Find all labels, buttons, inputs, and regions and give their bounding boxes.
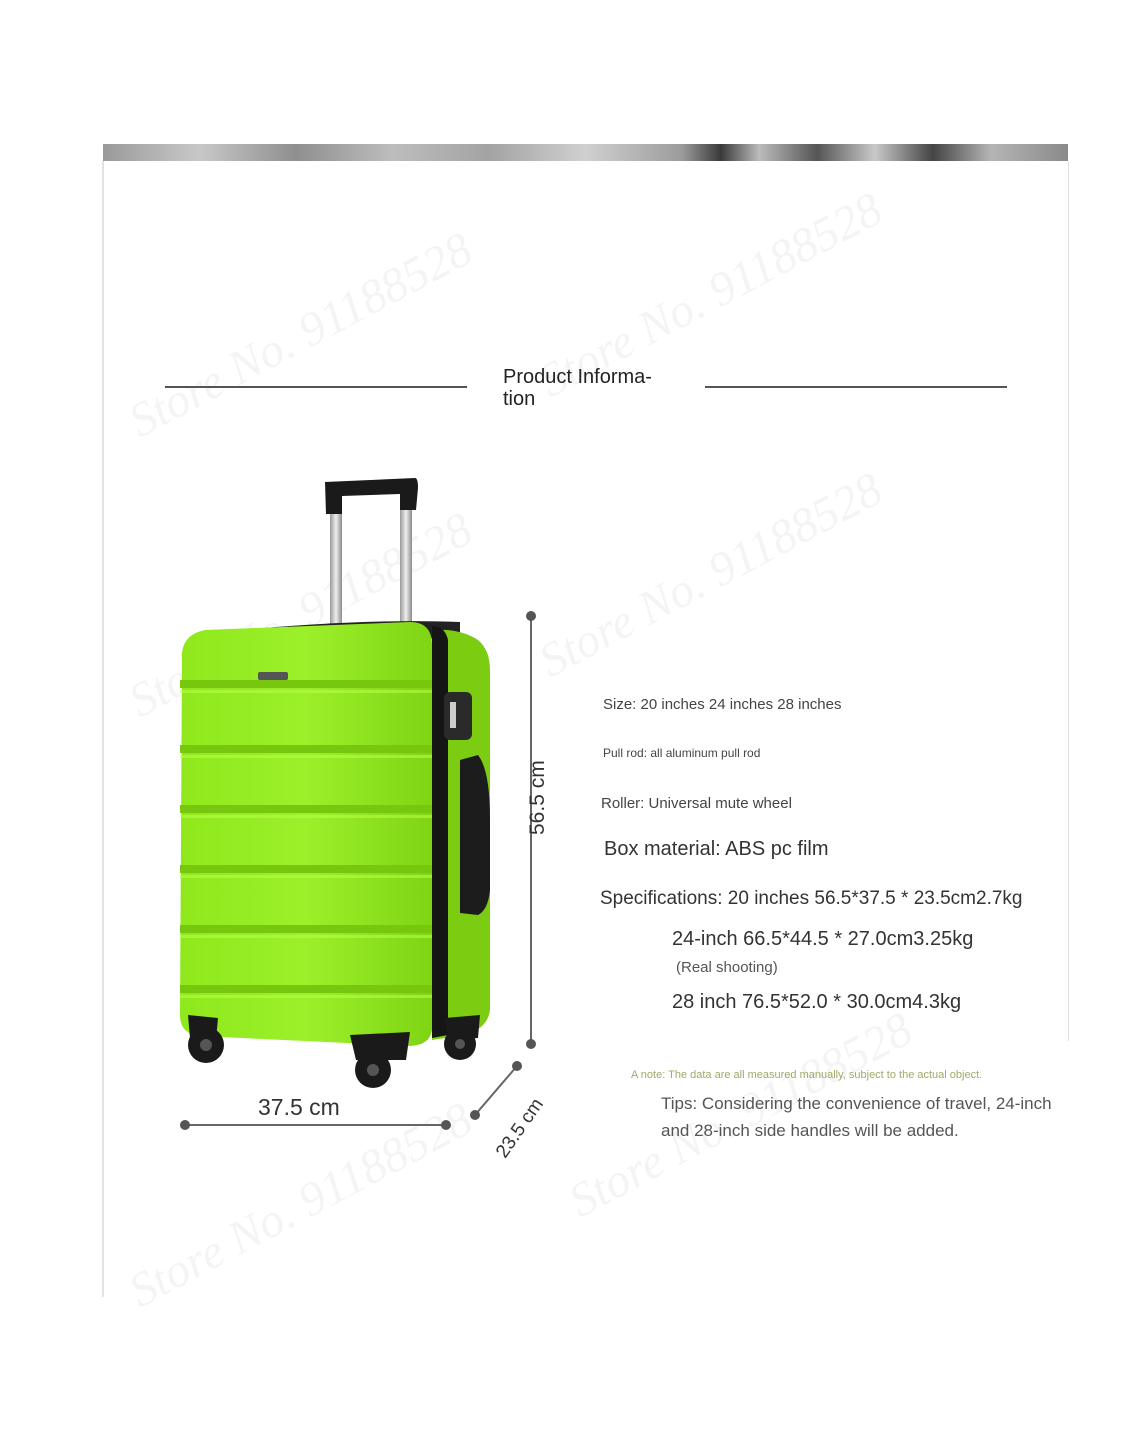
depth-dimension-label: 23.5 cm <box>492 1094 548 1163</box>
watermark <box>120 222 481 449</box>
dimension-lines <box>170 600 550 1140</box>
spec-24-inch: 24-inch 66.5*44.5 * 27.0cm3.25kg <box>672 928 974 950</box>
height-dimension-label: 56.5 cm <box>526 760 549 835</box>
tips-text: Tips: Considering the convenience of travel, 24-inch and 28-inch side handles will be added. <box>661 1094 1052 1140</box>
title-rule-left <box>165 386 467 388</box>
spec-roller: Roller: Universal mute wheel <box>601 795 792 812</box>
top-banner-strip <box>103 144 1068 161</box>
title-rule-right <box>705 386 1007 388</box>
frame-left-border <box>102 161 104 1297</box>
watermark <box>530 462 891 689</box>
spec-specifications-20: Specifications: 20 inches 56.5*37.5 * 23.5cm2.7kg <box>600 888 1023 909</box>
section-title: Product Informa- tion <box>503 366 652 410</box>
spec-box-material: Box material: ABS pc film <box>604 838 829 860</box>
width-dimension-label: 37.5 cm <box>258 1094 340 1120</box>
measurement-note: A note: The data are all measured manually, subject to the actual object. <box>631 1069 983 1081</box>
frame-right-border <box>1068 161 1069 1041</box>
spec-28-inch: 28 inch 76.5*52.0 * 30.0cm4.3kg <box>672 991 962 1013</box>
spec-pull-rod: Pull rod: all aluminum pull rod <box>603 746 761 760</box>
spec-size: Size: 20 inches 24 inches 28 inches <box>603 696 842 713</box>
real-shooting-label: (Real shooting) <box>676 959 778 976</box>
